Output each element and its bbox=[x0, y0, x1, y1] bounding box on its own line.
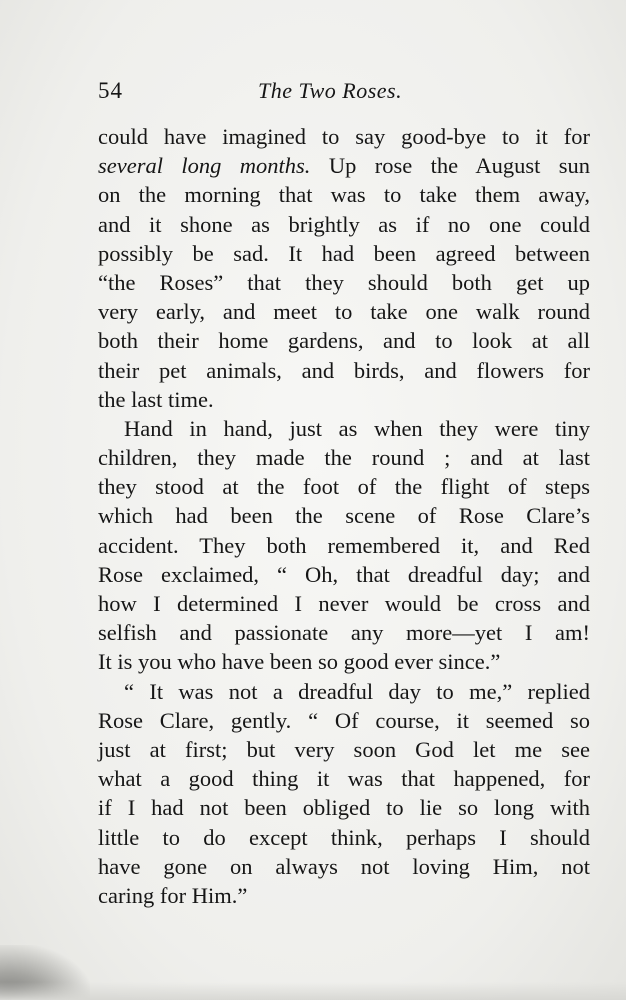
text-line: accident. They both remembered it, and Red bbox=[98, 532, 590, 558]
text-line: “ It was not a dreadful day to me,” replied bbox=[124, 678, 590, 704]
text-line: which had been the scene of Rose Clare’s bbox=[98, 503, 590, 529]
text-line: Hand in hand, just as when they were tiny bbox=[124, 415, 590, 441]
text-line: selfish and passionate any more—yet I am! bbox=[98, 620, 590, 646]
text-line: if I had not been obliged to lie so long with bbox=[98, 795, 590, 821]
text-line: they stood at the foot of the flight of steps bbox=[98, 474, 590, 500]
text-line: on the morning that was to take them away, bbox=[98, 182, 590, 208]
text-line: several long months. Up rose the August sun bbox=[98, 153, 590, 179]
text-line: possibly be sad. It had been agreed between bbox=[98, 240, 590, 266]
text-line: and it shone as brightly as if no one could bbox=[98, 211, 590, 237]
page-bottom-edge bbox=[0, 982, 626, 1000]
text-line: Rose exclaimed, “ Oh, that dreadful day; and bbox=[98, 561, 590, 587]
text-line: Rose Clare, gently. “ Of course, it seemed so bbox=[98, 707, 590, 733]
text-line: could have imagined to say good-bye to it for bbox=[98, 124, 590, 149]
body-text bbox=[98, 122, 590, 910]
text-line: little to do except think, perhaps I should bbox=[98, 824, 590, 850]
text-line: have gone on always not loving Him, not bbox=[98, 853, 590, 879]
text-line: their pet animals, and birds, and flowers for bbox=[98, 357, 590, 383]
page-header bbox=[98, 78, 596, 114]
page-number: 54 bbox=[98, 78, 123, 103]
text-line: both their home gardens, and to look at all bbox=[98, 328, 590, 354]
text-line: caring for Him.” bbox=[98, 882, 248, 908]
text-line: the last time. bbox=[98, 386, 214, 412]
text-line: how I determined I never would be cross and bbox=[98, 591, 590, 616]
text-line: It is you who have been so good ever since.” bbox=[98, 649, 501, 675]
text-line: what a good thing it was that happened, for bbox=[98, 766, 590, 792]
text-line: children, they made the round ; and at last bbox=[98, 445, 590, 471]
text-line: very early, and meet to take one walk round bbox=[98, 299, 590, 325]
running-title: The Two Roses. bbox=[258, 78, 403, 103]
text-line: just at first; but very soon God let me see bbox=[98, 736, 590, 762]
italic-phrase: several long months. bbox=[98, 153, 311, 179]
text-line: “the Roses” that they should both get up bbox=[98, 269, 590, 295]
